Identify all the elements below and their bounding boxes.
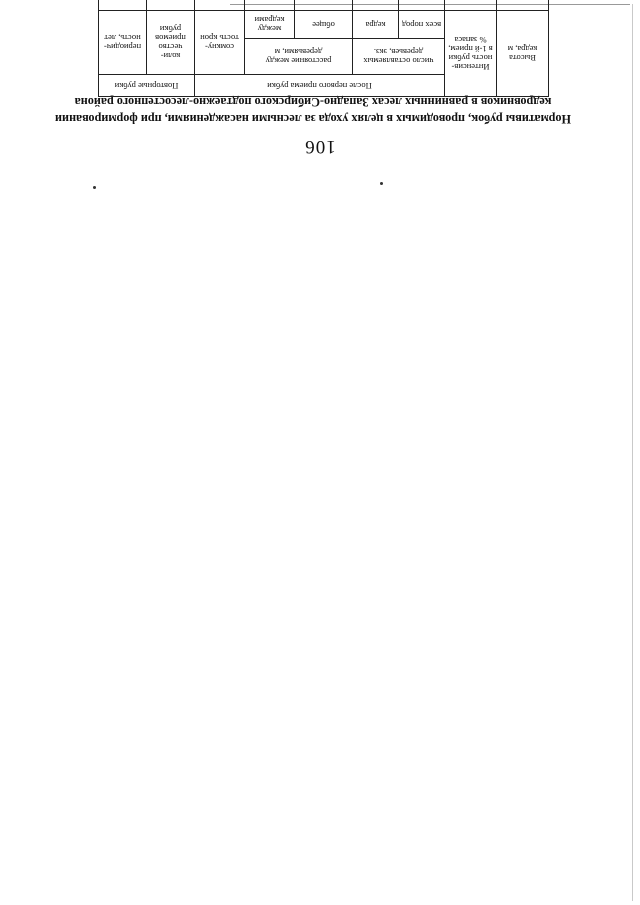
first-cut-group-header: После первого приема рубки xyxy=(195,75,445,97)
cell-total xyxy=(295,0,353,11)
repeat-cuts-group-header: Повторные рубки xyxy=(99,75,195,97)
cell-height xyxy=(497,0,549,11)
distance-header: расстояние между деревьями, м xyxy=(245,39,353,75)
cell-crown xyxy=(195,0,245,11)
title-line-1: Нормативы рубок, проводимых в целях ухода за лесными насаждениями, при формировании xyxy=(55,112,571,126)
cell-count xyxy=(147,0,195,11)
norms-table xyxy=(98,0,549,97)
title-line-2: кедровников в равнинных лесах Западно-Сибирского подтаежно-лесостепного района xyxy=(74,95,552,109)
cut-count-header: коли-чество приемов рубки xyxy=(147,11,195,75)
cell-cedar xyxy=(353,0,399,11)
page-title xyxy=(53,93,573,127)
total-distance-header: общее xyxy=(295,11,353,39)
speck-mark xyxy=(380,182,383,185)
cedar-header: кедра xyxy=(353,11,399,39)
periodicity-header: периодич-ность, лет xyxy=(99,11,147,75)
between-cedars-header: между кедрами xyxy=(245,11,295,39)
trees-left-header: число оставляемых деревьев, экз. xyxy=(353,39,445,75)
cell-all-species xyxy=(399,0,445,11)
col-height-header: Высота кедра, м xyxy=(497,11,549,97)
crown-closure-header: сомкну-тость крон xyxy=(195,11,245,75)
cell-period xyxy=(99,0,147,11)
cell-intensity xyxy=(445,0,497,11)
header-row-1 xyxy=(99,75,549,97)
cell-between xyxy=(245,0,295,11)
all-species-header: всех пород xyxy=(399,11,445,39)
col-intensity-header: Интенсив-ность рубки в 1-й прием, % запаса xyxy=(445,11,497,97)
table-row xyxy=(99,0,549,11)
page-number: 106 xyxy=(304,136,336,157)
speck-mark xyxy=(93,186,96,189)
